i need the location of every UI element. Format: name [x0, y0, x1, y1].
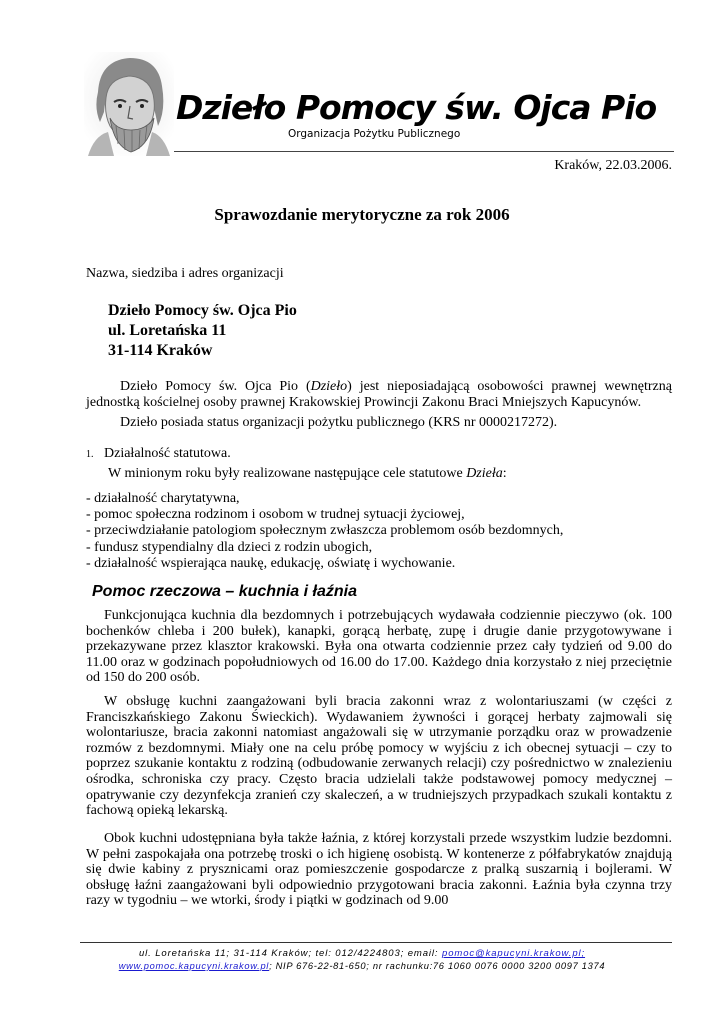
intro-text-em: Dzieło [310, 379, 348, 394]
intro-text-a: Dzieło Pomocy św. Ojca Pio ( [120, 379, 311, 394]
footer-bank-line [0, 961, 724, 971]
padre-pio-portrait [84, 52, 174, 156]
goal-item: - działalność charytatywna, [86, 491, 240, 506]
address-street: ul. Loretańska 11 [108, 322, 227, 339]
bath-paragraph: Obok kuchni udostępniana była także łaźnia, z której korzystali przede wszystkim ludzie bezdomni. W pełni zaspokajała ona potrzebę troski o ich higienę osobistą. W kontenerze z półfabrykatów znajdują się dwie kabiny z prysznicami oraz pomieszczenie gospodarcze z pralką suszarnią i bojlerami. W obsługę łaźni zaangażowani byli odpowiednio przygotowani bracia zakonni. Łaźnia była czynna trzy razy w tygodniu – we wtorki, środy i piątki w godzinach od 9.00 [86, 831, 672, 909]
section-1-title: Działalność statutowa. [104, 446, 231, 461]
report-title: Sprawozdanie merytoryczne za rok 2006 [214, 205, 510, 224]
goal-item: - pomoc społeczna rodzinom i osobom w trudnej sytuacji życiowej, [86, 507, 465, 523]
goal-item: - fundusz stypendialny dla dzieci z rodzin ubogich, [86, 539, 373, 555]
footer-divider [80, 942, 672, 943]
footer-website-link[interactable]: www.pomoc.kapucyni.krakow.pl [118, 961, 270, 971]
footer-bank-details: ; NIP 676-22-81-650; nr rachunku:76 1060 0076 0000 3200 0097 1374 [269, 961, 606, 971]
kitchen-paragraph: Funkcjonująca kuchnia dla bezdomnych i potrzebujących wydawała codziennie pieczywo (ok. 100 bochenków chleba i 200 bułek), kanapki, gorącą herbatę, zupę i drugie danie przygotowywane i przekazywane przez klasztor krakowski. Była ona otwarta codziennie przez cały tydzień od 9.00 do 11.00 oraz w godzinach popołudniowych od 16.00 do 17.00. Każdego dnia korzystało z niej przeciętnie od 150 do 200 osób. [86, 608, 672, 686]
goals-intro-a: W minionym roku były realizowane następujące cele statutowe [108, 466, 467, 481]
address-city: 31-114 Kraków [108, 342, 213, 359]
goal-item: - działalność wspierająca naukę, edukację, oświatę i wychowanie. [86, 555, 456, 571]
org-subtitle: Organizacja Pożytku Publicznego [288, 128, 461, 140]
org-name-heading: Dzieło Pomocy św. Ojca Pio [176, 88, 657, 127]
section-1-heading [86, 446, 231, 462]
intro-paragraph [86, 379, 672, 410]
header-divider [174, 151, 674, 152]
volunteers-paragraph: W obsługę kuchni zaangażowani byli bracia zakonni wraz z wolontariuszami (w części z Franciszkańskiego Zakonu Świeckich). Wydawaniem żywności i gorącej herbaty zajmowali się wolontariusze, bracia zakonni natomiast angażowali się w utrzymanie porządku oraz w prowadzenie rozmów z bezdomnymi. Miały one na celu próbę pomocy w wyjściu z ich obecnej sytuacji – czy to poprzez szukanie kontaktu z rodziną (odbudowanie zerwanych relacji) czy pośrednictwo w znalezieniu ośrodka, schroniska czy pracy. Często bracia udzielali także podstawowej pomocy medycznej – opatrywanie czy dezynfekcja zranień czy skaleczeń, a w trudniejszych przypadkach szukali kontaktu z fachową opieką lekarską. [86, 694, 672, 819]
organization-address [108, 301, 297, 361]
intro-text-b: ) jest nieposiadającą osobowości prawnej wewnętrzną jednostką kościelnej osoby prawnej Krakowskiej Prowincji Zakonu Braci Mniejszych Kapucynów. [86, 379, 672, 410]
footer-address: ul. Loretańska 11; 31-114 Kraków; tel: 012/4224803; email: [138, 948, 443, 959]
goal-item: - przeciwdziałanie patologiom społecznym zwłaszcza problemom osób bezdomnych, [86, 523, 564, 539]
goals-list [86, 491, 563, 572]
section-1-number: 1. [86, 449, 94, 460]
footer-email-link[interactable]: pomoc@kapucyni.krakow.pl; [442, 948, 586, 959]
kitchen-section-heading: Pomoc rzeczowa – kuchnia i łaźnia [92, 583, 357, 600]
goals-intro [108, 466, 507, 482]
address-name: Dzieło Pomocy św. Ojca Pio [108, 302, 297, 319]
goals-intro-em: Dzieła [466, 466, 503, 481]
address-label: Nazwa, siedziba i adres organizacji [86, 266, 284, 281]
status-paragraph: Dzieło posiada status organizacji pożytku publicznego (KRS nr 0000217272). [120, 415, 558, 430]
footer-contact-line [0, 948, 724, 959]
document-date: Kraków, 22.03.2006. [554, 158, 672, 173]
goals-intro-b: : [502, 466, 507, 481]
